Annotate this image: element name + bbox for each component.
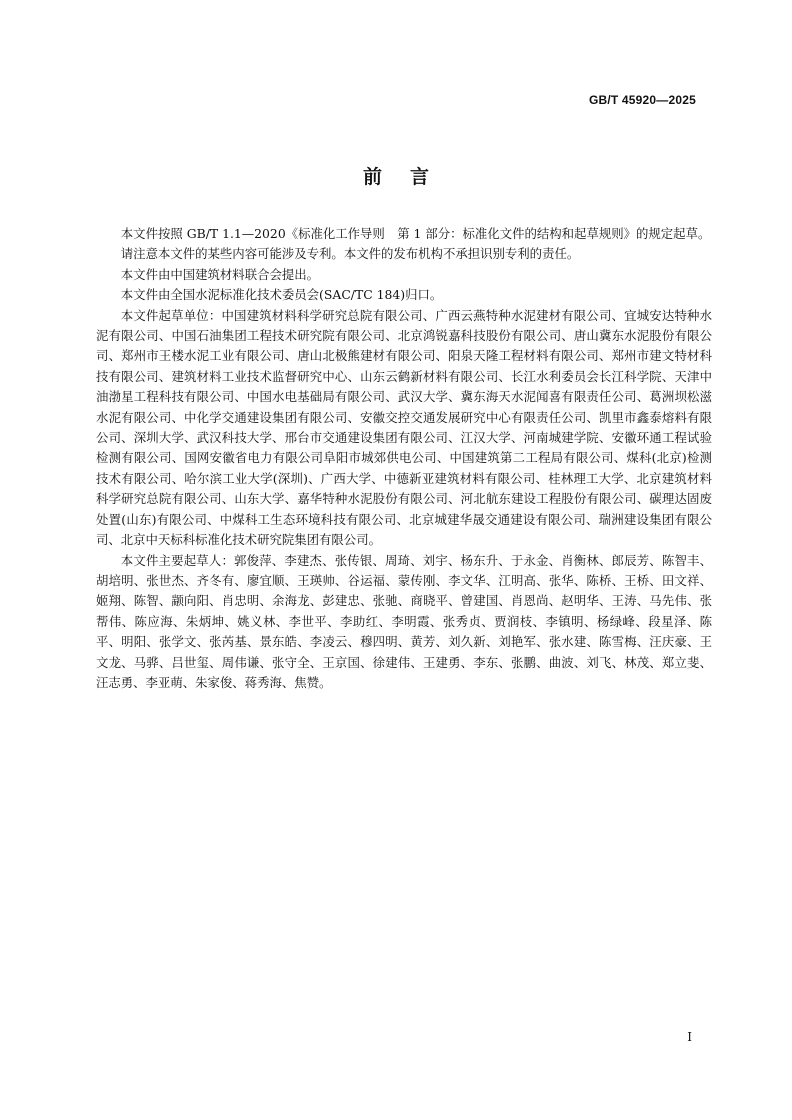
paragraph-drafting-rules: 本文件按照 GB/T 1.1—2020《标准化工作导则 第 1 部分：标准化文件的结构和起草规则》的规定起草。 bbox=[120, 226, 711, 241]
paragraph-proposer: 本文件由中国建筑材料联合会提出。 bbox=[120, 266, 320, 282]
paragraph-drafting-units: 本文件起草单位：中国建筑材料科学研究总院有限公司、广西云燕特种水泥建材有限公司、宜城安达特种水泥有限公司、中国石油集团工程技术研究院有限公司、北京鸿锐嘉科技股份有限公司、唐山冀东水泥股份有限公司、郑州市王楼水泥工业有限公司、唐山北极熊建材有限公司、阳泉天隆工程材料有限公司、郑州市建文特材科技有限公司、建筑材料工业技术监督研究中心、山东云鹤新材料有限公司、长江水利委员会长江科学院、天津中油渤星工程科技有限公司、中国水电基础局有限公司、武汉大学、冀东海天水泥闻喜有限责任公司、葛洲坝松滋水泥有限公司、中化学交通建设集团有限公司、安徽交控交通发展研究中心有限责任公司、凯里市鑫泰熔料有限公司、深圳大学、武汉科技大学、邢台市交通建设集团有限公司、江汉大学、河南城建学院、安徽环通工程试验检测有限公司、国网安徽省电力有限公司阜阳市城郊供电公司、中国建筑第二工程局有限公司、煤科(北京)检测技术有限公司、哈尔滨工业大学(深圳)、广西大学、中德新亚建筑材料有限公司、桂林理工大学、北京建筑材料科学研究总院有限公司、山东大学、嘉华特种水泥股份有限公司、河北航东建设工程股份有限公司、碳理达固废处置(山东)有限公司、中煤科工生态环境科技有限公司、北京城建华晟交通建设有限公司、瑞洲建设集团有限公司、北京中天标科标准化技术研究院集团有限公司。 bbox=[96, 307, 712, 548]
paragraph-patent-notice: 请注意本文件的某些内容可能涉及专利。本文件的发布机构不承担识别专利的责任。 bbox=[120, 246, 580, 262]
paragraph-drafters: 本文件主要起草人：郭俊萍、李建杰、张传银、周琦、刘宇、杨东升、于永金、肖衡林、郎辰芳、陈智丰、胡培明、张世杰、齐冬有、廖宜顺、王瑛帅、谷运福、蒙传刚、李文华、江明高、张华、陈桥、王桥、田文祥、姬翔、陈智、颛向阳、肖忠明、余海龙、彭建忠、张驰、商晓平、曾建国、肖恩尚、赵明华、王涛、马先伟、张帮伟、陈应海、朱炳坤、姚义林、李世平、李助红、李明霞、张秀贞、贾润枝、李镇明、杨绿峰、段星泽、陈平、明阳、张学文、张芮基、景东皓、李凌云、穆四明、黄芳、刘久新、刘艳军、张水建、陈雪梅、汪庆豪、王文龙、马骅、吕世玺、周伟谦、张守全、王京国、徐建伟、王建勇、李东、张鹏、曲波、刘飞、林茂、郑立斐、汪志勇、李亚萌、朱家俊、蒋秀海、焦赞。 bbox=[96, 552, 712, 690]
foreword-body bbox=[96, 224, 712, 693]
paragraph-committee: 本文件由全国水泥标准化技术委员会(SAC/TC 184)归口。 bbox=[120, 287, 443, 303]
page-number: I bbox=[687, 1030, 692, 1044]
page-title: 前言 bbox=[362, 166, 457, 188]
standard-code: GB/T 45920—2025 bbox=[588, 93, 696, 107]
